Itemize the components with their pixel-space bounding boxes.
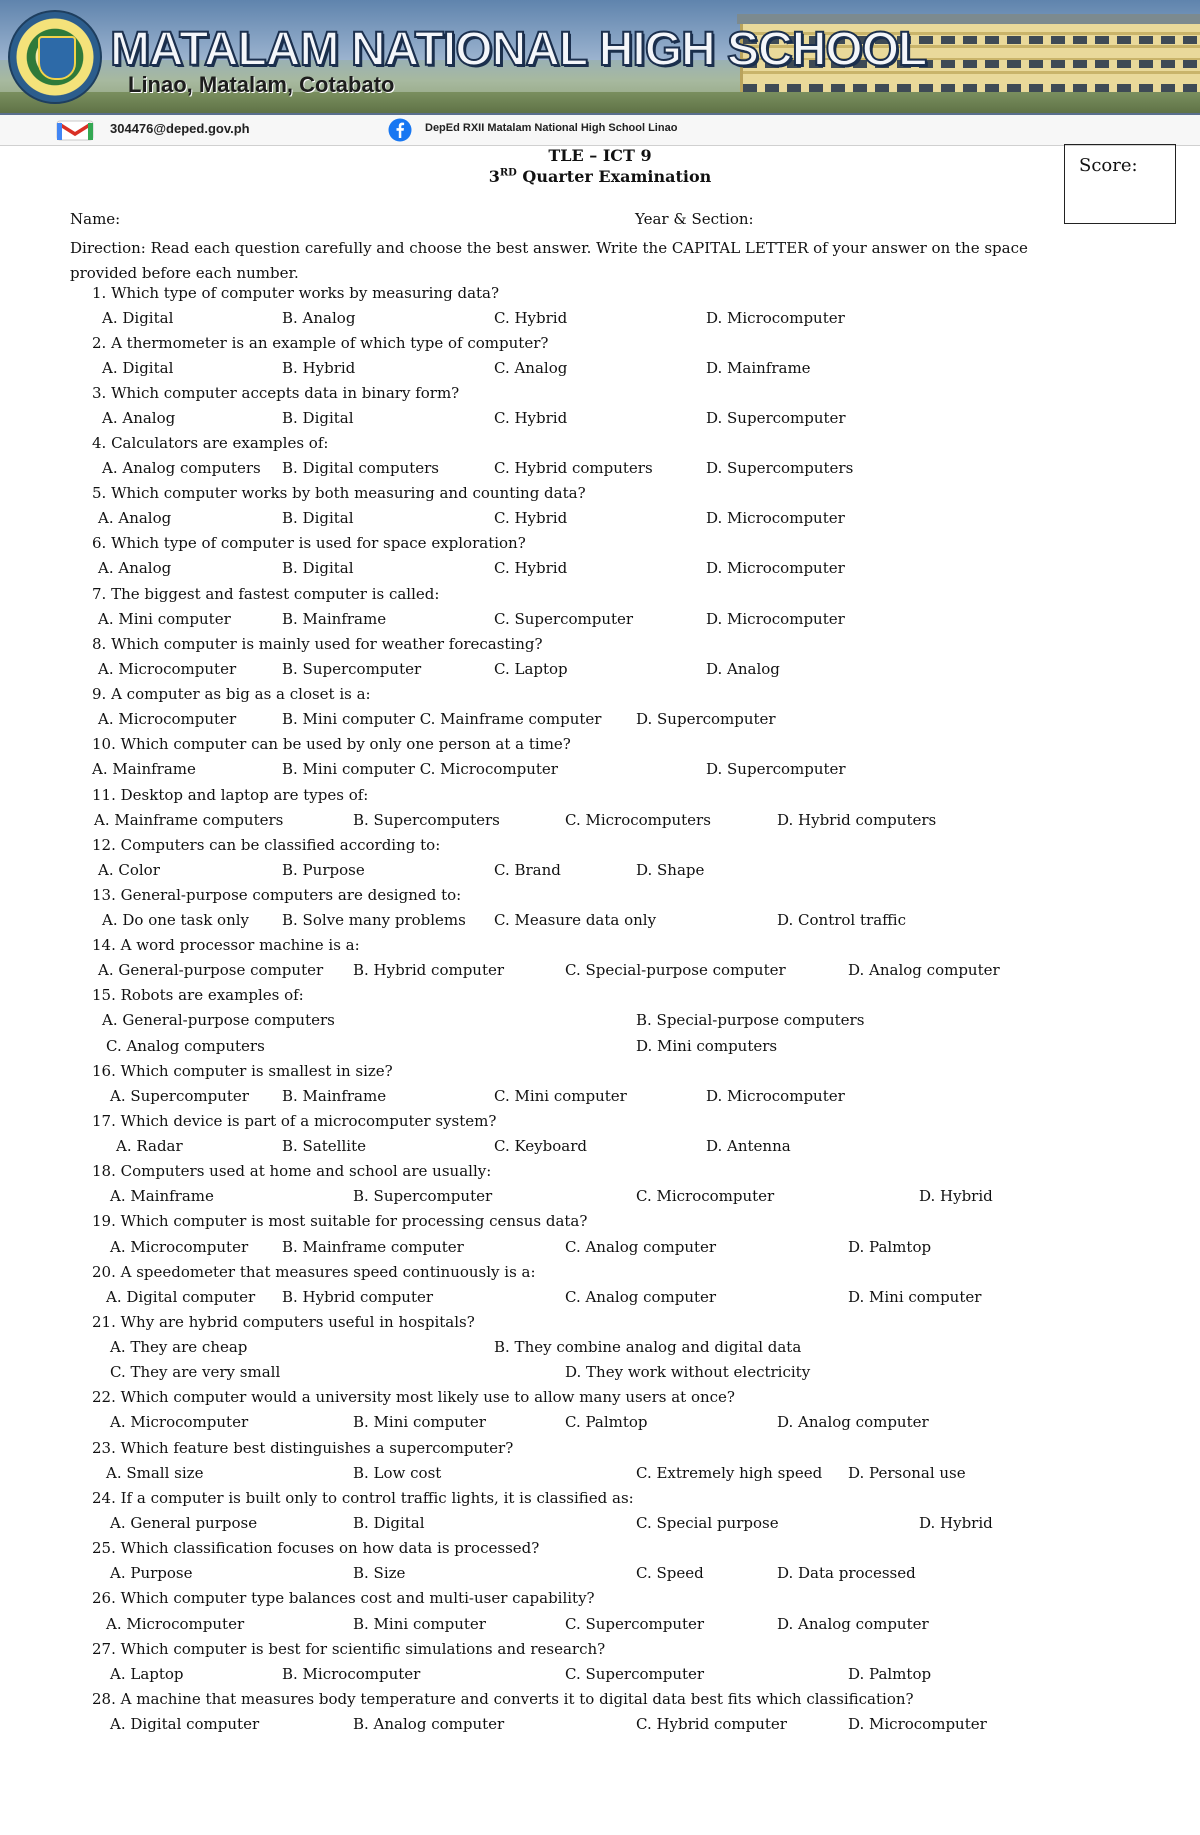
option-2-d: D. Mainframe (706, 359, 811, 377)
option-11-d: D. Hybrid computers (777, 811, 937, 829)
option-6-c: C. Hybrid (494, 559, 568, 577)
option-6-a: A. Analog (98, 559, 172, 577)
option-25-c: C. Speed (636, 1564, 704, 1582)
option-3-b: B. Digital (282, 409, 354, 427)
option-19-a: A. Microcomputer (110, 1238, 249, 1256)
question-7: 7. The biggest and fastest computer is called: (92, 585, 440, 603)
option-18-c: C. Microcomputer (636, 1187, 775, 1205)
option-1-d: D. Microcomputer (706, 309, 845, 327)
option-19-b: B. Mainframe computer (282, 1238, 464, 1256)
option-22-b: B. Mini computer (353, 1413, 486, 1431)
option-12-c: C. Brand (494, 861, 561, 879)
option-28-c: C. Hybrid computer (636, 1715, 787, 1733)
option-1-c: C. Hybrid (494, 309, 568, 327)
option-26-a: A. Microcomputer (106, 1615, 245, 1633)
question-13: 13. General-purpose computers are designed to: (92, 886, 462, 904)
option-6-d: D. Microcomputer (706, 559, 845, 577)
option-11-a: A. Mainframe computers (94, 811, 284, 829)
question-18: 18. Computers used at home and school are usually: (92, 1162, 492, 1180)
question-20: 20. A speedometer that measures speed continuously is a: (92, 1263, 536, 1281)
question-26: 26. Which computer type balances cost and multi-user capability? (92, 1589, 595, 1607)
question-27: 27. Which computer is best for scientific simulations and research? (92, 1640, 606, 1658)
question-28: 28. A machine that measures body temperature and converts it to digital data best fits which classification? (92, 1690, 914, 1708)
option-8-c: C. Laptop (494, 660, 568, 678)
option-21-d: D. They work without electricity (565, 1363, 811, 1381)
option-21-b: B. They combine analog and digital data (494, 1338, 802, 1356)
question-1: 1. Which type of computer works by measuring data? (92, 284, 500, 302)
question-9: 9. A computer as big as a closet is a: (92, 685, 371, 703)
option-22-a: A. Microcomputer (110, 1413, 249, 1431)
question-24: 24. If a computer is built only to control traffic lights, it is classified as: (92, 1489, 634, 1507)
school-name: MATALAM NATIONAL HIGH SCHOOL (110, 23, 927, 76)
option-18-b: B. Supercomputer (353, 1187, 493, 1205)
option-16-a: A. Supercomputer (110, 1087, 249, 1105)
option-24-a: A. General purpose (110, 1514, 258, 1532)
question-3: 3. Which computer accepts data in binary form? (92, 384, 460, 402)
option-8-a: A. Microcomputer (98, 660, 237, 678)
option-4-d: D. Supercomputers (706, 459, 854, 477)
option-20-d: D. Mini computer (848, 1288, 982, 1306)
option-3-d: D. Supercomputer (706, 409, 846, 427)
option-17-c: C. Keyboard (494, 1137, 587, 1155)
option-28-d: D. Microcomputer (848, 1715, 987, 1733)
option-9-bc: B. Mini computer C. Mainframe computer (282, 710, 602, 728)
option-10-a: A. Mainframe (92, 760, 196, 778)
option-8-b: B. Supercomputer (282, 660, 422, 678)
option-24-b: B. Digital (353, 1514, 425, 1532)
option-25-b: B. Size (353, 1564, 406, 1582)
option-7-a: A. Mini computer (98, 610, 231, 628)
option-4-b: B. Digital computers (282, 459, 440, 477)
option-12-b: B. Purpose (282, 861, 365, 879)
option-12-a: A. Color (98, 861, 160, 879)
option-11-b: B. Supercomputers (353, 811, 500, 829)
option-10-d: D. Supercomputer (706, 760, 846, 778)
option-13-c: C. Measure data only (494, 911, 657, 929)
facebook-icon (388, 118, 412, 142)
question-23: 23. Which feature best distinguishes a supercomputer? (92, 1439, 514, 1457)
question-12: 12. Computers can be classified according to: (92, 836, 441, 854)
option-5-d: D. Microcomputer (706, 509, 845, 527)
option-24-d: D. Hybrid (919, 1514, 993, 1532)
option-4-a: A. Analog computers (102, 459, 261, 477)
question-14: 14. A word processor machine is a: (92, 936, 360, 954)
option-20-c: C. Analog computer (565, 1288, 717, 1306)
option-13-d: D. Control traffic (777, 911, 906, 929)
school-location: Linao, Matalam, Cotabato (128, 72, 395, 97)
option-2-c: C. Analog (494, 359, 568, 377)
question-25: 25. Which classification focuses on how data is processed? (92, 1539, 540, 1557)
option-6-b: B. Digital (282, 559, 354, 577)
school-email[interactable]: 304476@deped.gov.ph (110, 121, 250, 136)
option-26-d: D. Analog computer (777, 1615, 929, 1633)
option-13-a: A. Do one task only (102, 911, 250, 929)
gmail-icon (56, 120, 94, 141)
option-5-c: C. Hybrid (494, 509, 568, 527)
option-27-b: B. Microcomputer (282, 1665, 421, 1683)
option-20-b: B. Hybrid computer (282, 1288, 434, 1306)
option-24-c: C. Special purpose (636, 1514, 779, 1532)
option-23-b: B. Low cost (353, 1464, 442, 1482)
option-27-d: D. Palmtop (848, 1665, 932, 1683)
question-22: 22. Which computer would a university most likely use to allow many users at once? (92, 1388, 735, 1406)
option-1-b: B. Analog (282, 309, 356, 327)
option-14-b: B. Hybrid computer (353, 961, 505, 979)
option-15-c: C. Analog computers (106, 1037, 265, 1055)
option-28-b: B. Analog computer (353, 1715, 505, 1733)
option-7-d: D. Microcomputer (706, 610, 845, 628)
question-11: 11. Desktop and laptop are types of: (92, 786, 369, 804)
question-17: 17. Which device is part of a microcomputer system? (92, 1112, 497, 1130)
option-26-b: B. Mini computer (353, 1615, 486, 1633)
contact-strip (0, 113, 1200, 146)
score-label: Score: (1079, 155, 1138, 176)
question-5: 5. Which computer works by both measuring and counting data? (92, 484, 586, 502)
option-19-d: D. Palmtop (848, 1238, 932, 1256)
option-16-b: B. Mainframe (282, 1087, 387, 1105)
option-8-d: D. Analog (706, 660, 780, 678)
option-22-d: D. Analog computer (777, 1413, 929, 1431)
option-2-b: B. Hybrid (282, 359, 356, 377)
option-16-c: C. Mini computer (494, 1087, 627, 1105)
option-22-c: C. Palmtop (565, 1413, 648, 1431)
option-20-a: A. Digital computer (106, 1288, 256, 1306)
facebook-page-name[interactable]: DepEd RXII Matalam National High School Linao (425, 122, 678, 134)
option-16-d: D. Microcomputer (706, 1087, 845, 1105)
option-14-d: D. Analog computer (848, 961, 1000, 979)
option-5-b: B. Digital (282, 509, 354, 527)
exam-directions: Direction: Read each question carefully and choose the best answer. Write the CAPITAL LETTER of your answer on the space provided before each number. (70, 239, 1028, 282)
option-25-d: D. Data processed (777, 1564, 916, 1582)
exam-subject: TLE – ICT 9 (548, 146, 652, 165)
option-3-c: C. Hybrid (494, 409, 568, 427)
school-seal-logo (8, 10, 102, 104)
question-2: 2. A thermometer is an example of which type of computer? (92, 334, 549, 352)
option-27-c: C. Supercomputer (565, 1665, 705, 1683)
option-23-a: A. Small size (106, 1464, 204, 1482)
option-4-c: C. Hybrid computers (494, 459, 653, 477)
question-6: 6. Which type of computer is used for space exploration? (92, 534, 526, 552)
option-23-d: D. Personal use (848, 1464, 966, 1482)
option-17-b: B. Satellite (282, 1137, 366, 1155)
option-9-d: D. Supercomputer (636, 710, 776, 728)
option-23-c: C. Extremely high speed (636, 1464, 823, 1482)
option-12-d: D. Shape (636, 861, 705, 879)
option-14-c: C. Special-purpose computer (565, 961, 786, 979)
score-box[interactable] (1064, 144, 1176, 224)
option-3-a: A. Analog (102, 409, 176, 427)
school-banner (0, 0, 1200, 115)
option-14-a: A. General-purpose computer (98, 961, 324, 979)
option-15-d: D. Mini computers (636, 1037, 778, 1055)
option-11-c: C. Microcomputers (565, 811, 711, 829)
option-28-a: A. Digital computer (110, 1715, 260, 1733)
question-16: 16. Which computer is smallest in size? (92, 1062, 393, 1080)
name-field-label: Name: (70, 210, 121, 228)
question-10: 10. Which computer can be used by only one person at a time? (92, 735, 571, 753)
question-4: 4. Calculators are examples of: (92, 434, 329, 452)
option-15-b: B. Special-purpose computers (636, 1011, 865, 1029)
option-13-b: B. Solve many problems (282, 911, 466, 929)
option-18-a: A. Mainframe (110, 1187, 214, 1205)
exam-title: 3RD Quarter Examination (488, 167, 712, 186)
year-section-field-label: Year & Section: (635, 210, 754, 228)
option-21-a: A. They are cheap (110, 1338, 248, 1356)
option-7-b: B. Mainframe (282, 610, 387, 628)
option-19-c: C. Analog computer (565, 1238, 717, 1256)
option-27-a: A. Laptop (110, 1665, 184, 1683)
option-9-a: A. Microcomputer (98, 710, 237, 728)
question-15: 15. Robots are examples of: (92, 986, 304, 1004)
option-18-d: D. Hybrid (919, 1187, 993, 1205)
question-21: 21. Why are hybrid computers useful in hospitals? (92, 1313, 475, 1331)
question-8: 8. Which computer is mainly used for weather forecasting? (92, 635, 543, 653)
option-15-a: A. General-purpose computers (102, 1011, 335, 1029)
option-1-a: A. Digital (102, 309, 174, 327)
option-10-bc: B. Mini computer C. Microcomputer (282, 760, 558, 778)
option-25-a: A. Purpose (110, 1564, 193, 1582)
option-5-a: A. Analog (98, 509, 172, 527)
option-17-a: A. Radar (116, 1137, 183, 1155)
question-19: 19. Which computer is most suitable for processing census data? (92, 1212, 588, 1230)
option-26-c: C. Supercomputer (565, 1615, 705, 1633)
option-21-c: C. They are very small (110, 1363, 281, 1381)
option-7-c: C. Supercomputer (494, 610, 634, 628)
option-2-a: A. Digital (102, 359, 174, 377)
option-17-d: D. Antenna (706, 1137, 791, 1155)
